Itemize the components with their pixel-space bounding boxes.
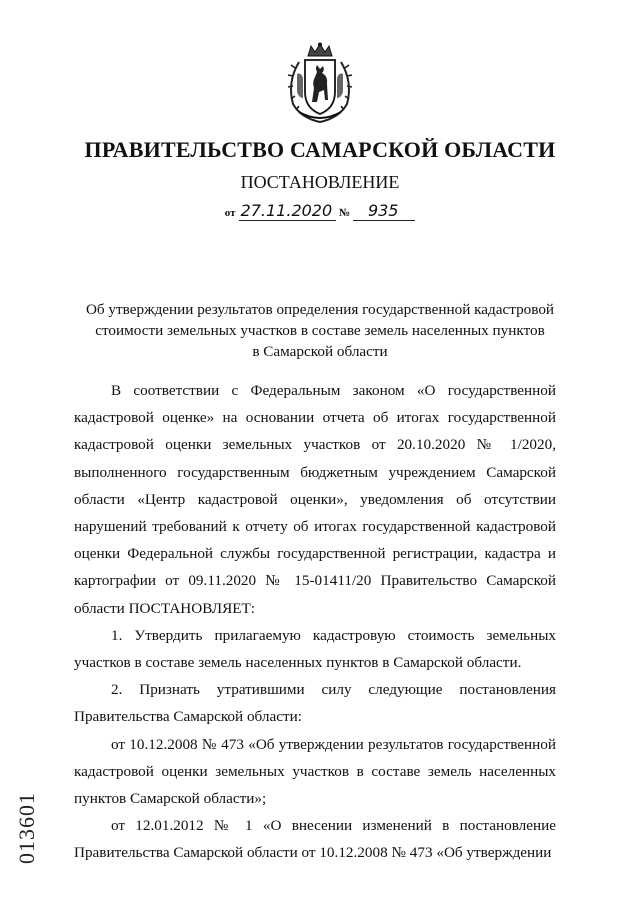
subject-line: Об утверждении результатов определения государственной кадастровой [85,301,555,318]
samara-coat-of-arms-icon [281,42,359,124]
body-paragraph: 2. Признать утратившими силу следующие постановления Правительства Самарской области: [74,681,556,726]
body-paragraph: В соответствии с Федеральным законом «О государственной кадастровой оценке» на основании отчета об итогах государственной кадастровой оценки земельных участков от 20.10.2020 № 1/2020, выполненного государственным бюджетным учреждением Самарской области «Центр кадастровой оценки», уведомления об отсутствии нарушений требований к отчету об итогах государственной кадастровой оценки Федеральной службы государственной регистрации, кадастра и картографии от 09.11.2020 № 15-01411/20 Правительство Самарской области ПОСТАНОВЛЯЕТ: [74,382,556,617]
date-label: от [224,207,236,219]
margin-stamp-number: 013601 [14,792,39,864]
body-paragraph: от 10.12.2008 № 473 «Об утверждении результатов государственной кадастровой оценки земельных участков в составе земель населенных пунктов Самарской области»; [74,735,556,808]
document-subject [80,299,560,362]
document-type: ПОСТАНОВЛЕНИЕ [240,172,400,192]
margin-stamp [16,787,38,865]
document-number: 935 [353,203,415,221]
document-body [74,377,556,867]
body-paragraph: 1. Утвердить прилагаемую кадастровую стоимость земельных участков в составе земель населенных пунктов в Самарской области. [74,626,556,672]
document-date-number [0,203,640,221]
number-label: № [339,207,351,219]
subject-line: стоимости земельных участков в составе земель населенных пунктов [95,322,545,339]
organization-title: ПРАВИТЕЛЬСТВО САМАРСКОЙ ОБЛАСТИ [84,137,556,162]
body-paragraph: от 12.01.2012 № 1 «О внесении изменений в постановление Правительства Самарской области от 10.12.2008 № 473 «Об утверждении [74,817,556,862]
document-date: 27.11.2020 [239,203,337,221]
subject-line: в Самарской области [252,343,388,360]
